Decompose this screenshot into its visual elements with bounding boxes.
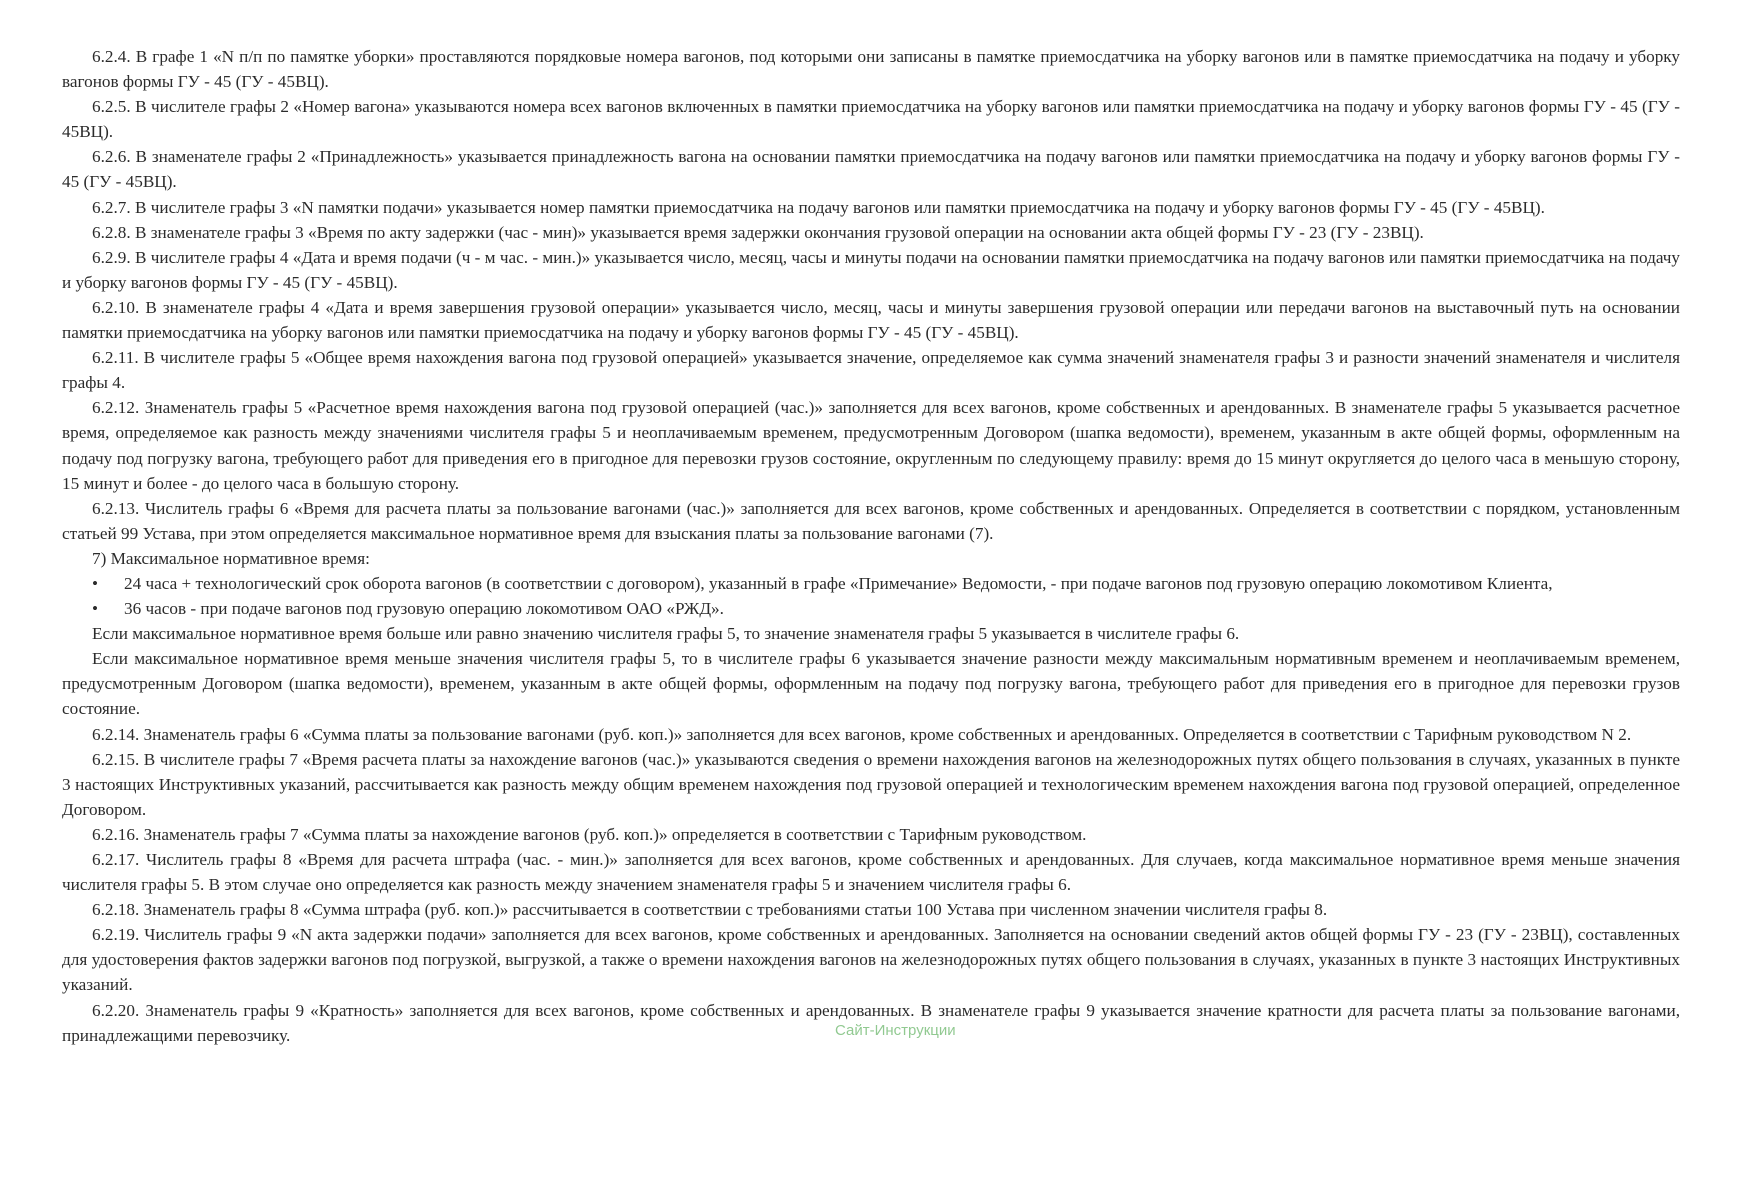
paragraph-6-2-8: 6.2.8. В знаменателе графы 3 «Время по акту задержки (час - мин)» указывается время задержки окончания грузовой операции на основании акта общей формы ГУ - 23 (ГУ - 23ВЦ).	[92, 222, 1424, 242]
footnote-7-list	[62, 571, 1680, 621]
paragraph-6-2-10: 6.2.10. В знаменателе графы 4 «Дата и время завершения грузовой операции» указывается число, месяц, часы и минуты завершения грузовой операции или передачи вагонов на выставочный путь на основании памятки приемосдатчика на уборку вагонов или памятки приемосдатчика на подачу и уборку вагонов формы ГУ - 45 (ГУ - 45ВЦ).	[62, 297, 1680, 343]
paragraph-6-2-18: 6.2.18. Знаменатель графы 8 «Сумма штрафа (руб. коп.)» рассчитывается в соответствии с требованиями статьи 100 Устава при численном значении числителя графы 8.	[92, 900, 1328, 920]
bullet-icon: •	[92, 599, 99, 619]
paragraph-max-time-greater: Если максимальное нормативное время больше или равно значению числителя графы 5, то значение знаменателя графы 5 указывается в числителе графы 6.	[92, 624, 1240, 644]
paragraph-6-2-6: 6.2.6. В знаменателе графы 2 «Принадлежность» указывается принадлежность вагона на основании памятки приемосдатчика на подачу вагонов или памятки приемосдатчика на подачу и уборку вагонов формы ГУ - 45 (ГУ - 45ВЦ).	[62, 147, 1680, 192]
paragraph-6-2-7: 6.2.7. В числителе графы 3 «N памятки подачи» указывается номер памятки приемосдатчика на подачу вагонов или памятки приемосдатчика на подачу и уборку вагонов формы ГУ - 45 (ГУ - 45ВЦ).	[92, 197, 1545, 217]
list-item	[62, 596, 1680, 621]
watermark: Сайт-Инструкции	[835, 1022, 956, 1039]
paragraph-6-2-9: 6.2.9. В числителе графы 4 «Дата и время подачи (ч - м час. - мин.)» указывается число, месяц, часы и минуты подачи на основании памятки приемосдатчика на подачу вагонов или памятки приемосдатчика на подачу и уборку вагонов формы ГУ - 45 (ГУ - 45ВЦ).	[62, 247, 1680, 292]
paragraph-6-2-20: 6.2.20. Знаменатель графы 9 «Кратность» заполняется для всех вагонов, кроме собственных и арендованных. В знаменателе графы 9 указывается значение кратности для расчета платы за пользование вагонами, принадлежащими перевозчику.	[62, 1000, 1680, 1045]
paragraph-6-2-5: 6.2.5. В числителе графы 2 «Номер вагона» указываются номера всех вагонов включенных в памятки приемосдатчика на уборку вагонов или памятки приемосдатчика на подачу и уборку вагонов формы ГУ - 45 (ГУ - 45ВЦ).	[62, 97, 1680, 142]
paragraph-6-2-13: 6.2.13. Числитель графы 6 «Время для расчета платы за пользование вагонами (час.)» заполняется для всех вагонов, кроме собственных и арендованных. Определяется в соответствии с порядком, установленным статьей 99 Устава, при этом определяется максимальное нормативное время для взыскания платы за пользование вагонами (7).	[62, 498, 1680, 543]
paragraph-6-2-11: 6.2.11. В числителе графы 5 «Общее время нахождения вагона под грузовой операцией» указывается значение, определяемое как сумма значений знаменателя графы 3 и разности значений знаменателя и числителя графы 4.	[62, 348, 1680, 393]
paragraph-max-time-less: Если максимальное нормативное время меньше значения числителя графы 5, то в числителе графы 6 указывается значение разности между максимальным нормативным временем и неоплачиваемым временем, предусмотренным Договором (шапка ведомости), временем, указанным в акте общей формы, оформленным на подачу под погрузку вагона, требующего работ для приведения его в пригодное для перевозки грузов состояние.	[62, 649, 1680, 719]
paragraph-6-2-4: 6.2.4. В графе 1 «N п/п по памятке уборки» проставляются порядковые номера вагонов, под которыми они записаны в памятке приемосдатчика на уборку вагонов или в памятке приемосдатчика на подачу и уборку вагонов формы ГУ - 45 (ГУ - 45ВЦ).	[62, 47, 1680, 92]
paragraph-6-2-16: 6.2.16. Знаменатель графы 7 «Сумма платы за нахождение вагонов (руб. коп.)» определяется в соответствии с Тарифным руководством.	[92, 824, 1087, 844]
bullet-icon: •	[92, 573, 99, 593]
list-item	[62, 571, 1680, 596]
list-item-text: 36 часов - при подаче вагонов под грузовую операцию локомотивом ОАО «РЖД».	[124, 599, 724, 619]
document-body	[62, 44, 1680, 1048]
paragraph-6-2-19: 6.2.19. Числитель графы 9 «N акта задержки подачи» заполняется для всех вагонов, кроме собственных и арендованных. Заполняется на основании сведений актов общей формы ГУ - 23 (ГУ - 23ВЦ), составленных для удостоверения фактов задержки вагонов под погрузкой, выгрузкой, а также о времени нахождения вагонов на железнодорожных путях общего пользования в случаях, указанных в пункте 3 настоящих Инструктивных указаний.	[62, 925, 1680, 995]
paragraph-6-2-12: 6.2.12. Знаменатель графы 5 «Расчетное время нахождения вагона под грузовой операцией (час.)» заполняется для всех вагонов, кроме собственных и арендованных. В знаменателе графы 5 указывается расчетное время, определяемое как разность между значениями числителя графы 5 и неоплачиваемым временем, предусмотренным Договором (шапка ведомости), временем, указанным в акте общей формы, оформленным на подачу под погрузку вагона, требующего работ для приведения его в пригодное для перевозки грузов состояние, округленным по следующему правилу: время до 15 минут округляется до целого часа в меньшую сторону, 15 минут и более - до целого часа в большую сторону.	[62, 398, 1680, 493]
paragraph-6-2-15: 6.2.15. В числителе графы 7 «Время расчета платы за нахождение вагонов (час.)» указываются сведения о времени нахождения вагонов на железнодорожных путях общего пользования в случаях, указанных в пункте 3 настоящих Инструктивных указаний, рассчитывается как разность между общим временем нахождения под грузовой операцией и технологическим временем нахождения вагона под грузовой операцией, определенное Договором.	[62, 749, 1680, 819]
paragraph-6-2-14: 6.2.14. Знаменатель графы 6 «Сумма платы за пользование вагонами (руб. коп.)» заполняется для всех вагонов, кроме собственных и арендованных. Определяется в соответствии с Тарифным руководством N 2.	[92, 724, 1632, 744]
list-item-text: 24 часа + технологический срок оборота вагонов (в соответствии с договором), указанный в графе «Примечание» Ведомости, - при подаче вагонов под грузовую операцию локомотивом Клиента,	[124, 573, 1553, 593]
paragraph-6-2-17: 6.2.17. Числитель графы 8 «Время для расчета штрафа (час. - мин.)» заполняется для всех вагонов, кроме собственных и арендованных. Для случаев, когда максимальное нормативное время меньше значения числителя графы 5. В этом случае оно определяется как разность между значением знаменателя графы 5 и значением числителя графы 6.	[62, 850, 1680, 895]
footnote-7-heading: 7) Максимальное нормативное время:	[92, 548, 370, 568]
